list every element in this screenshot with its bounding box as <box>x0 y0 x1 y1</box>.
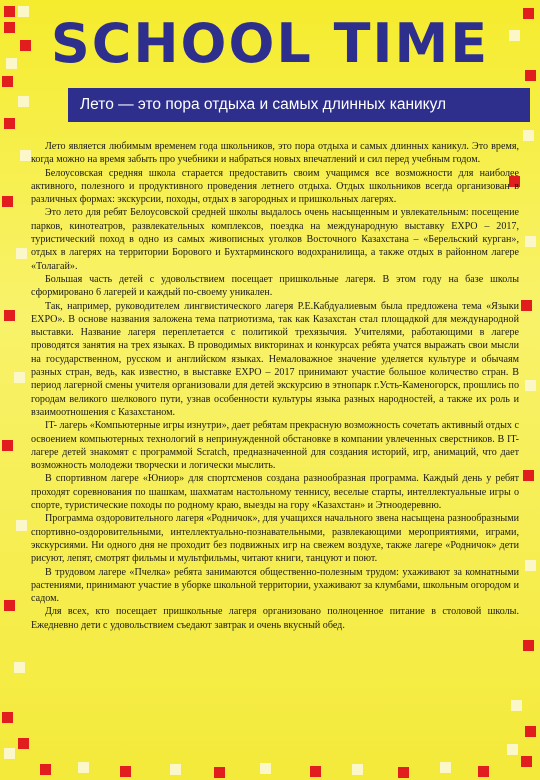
magazine-title: SCHOOL TIME <box>50 12 490 75</box>
subtitle-text: Лето — это пора отдыха и самых длинных каникул <box>80 96 447 113</box>
article-paragraph: IT- лагерь «Компьютерные игры изнутри», дает ребятам прекрасную возможность сочетать активный отдых с освоением компьютерных технологий в непринужденной обстановке в компании увлеченных сверстников. В IT- лагере детей знакомят с программой Scratch, предназначенной для создания историй, игр, анимаций, что дает возможность молодежи творчески и логически мыслить. <box>31 420 519 472</box>
decorative-squares-bottom <box>0 758 540 780</box>
article-paragraph: Лето является любимым временем года школьников, это пора отдыха и самых длинных каникул. Это время, когда можно на время забыть про учебники и набраться новых впечатлений и сил перед учебным годом. <box>31 141 519 166</box>
article-paragraph: Это лето для ребят Белоусовской средней школы выдалось очень насыщенным и увлекательным: посещение парков, кинотеатров, развлекательных комплексов, поездка на международную выставку EXPO – 2017, туристический поход в одно из самых живописных уголков Восточного Казахстана – «Берельский курган», отдых в лагерях на территории Борового и Бухтарминского водохранилища, а также отдых в районном лагере «Толагай». <box>31 207 519 272</box>
article-paragraph: Программа оздоровительного лагеря «Родничок», для учащихся начального звена насыщена разнообразными спортивно-оздоровительными, интеллектуально-познавательными, развлекающими мероприятиями, играми, экскурсиями. Ни одного дня не проходит без подвижных игр на свежем воздухе, также лагере «Родничок» дети рисуют, лепят, смотрят фильмы и мультфильмы, читают книги, танцуют и поют. <box>31 513 519 565</box>
article-body <box>31 140 519 632</box>
article-paragraph: Большая часть детей с удовольствием посещает пришкольные лагеря. В этом году на базе школы сформировано 6 лагерей и каждый по-своему уникален. <box>31 273 519 299</box>
article-paragraph: Так, например, руководителем лингвистического лагеря Р.Е.Кабдуалиевым была предложена тема «Языки EXPO». В основе названия заложена тема патриотизма, так как Казахстан стал площадкой для международной выставки. Название лагеря переплетается с политикой трехязычия. Учителями, работающими в лагере проводятся занятия на трех языках. В проводимых викторинах и конкурсах ребята учатся выражать свои мысли на государственном, русском и английском языках. Немаловажное значение уделяется культуре и обычаям разных стран, ведь, как известно, в выставке EXPO – 2017 принимают участие большое количество стран. В период лагерной смены учителя организовали для детей экскурсию в этнопарк г.Усть-Каменогорск, прошлись по городам великого шелкового пути, узнав особенности культуры языка разных народностей, а также их роль и взаимоотношения с Казахстаном. <box>31 300 519 418</box>
article-paragraph: Белоусовская средняя школа старается предоставить своим учащимся все возможности для наиболее активного, полезного и продуктивного проведения летнего отдыха. Отдых школьников всегда организован в различных формах: экскурсии, походы, отдых в загородных и пришкольных лагерях. <box>31 167 519 206</box>
article-paragraph: В спортивном лагере «Юниор» для спортсменов создана разнообразная программа. Каждый день у ребят проходят соревнования по шашкам, шахматам настольному теннису, веселые старты, интеллектуальные игры о спорте, туристические походы по родному краю, выезды на гору «Казахстан» и Этноодеревню. <box>31 473 519 512</box>
article-paragraph: В трудовом лагере «Пчелка» ребята занимаются общественно-полезным трудом: ухаживают за комнатными растениями, принимают участие в уборке школьной территории, ухаживают за клумбами, школьным огородом и садом. <box>31 566 519 605</box>
article-paragraph: Для всех, кто посещает пришкольные лагеря организовано полноценное питание в столовой школы. Ежедневно дети с удовольствием съедают завтрак и очень вкусный обед. <box>31 606 519 631</box>
